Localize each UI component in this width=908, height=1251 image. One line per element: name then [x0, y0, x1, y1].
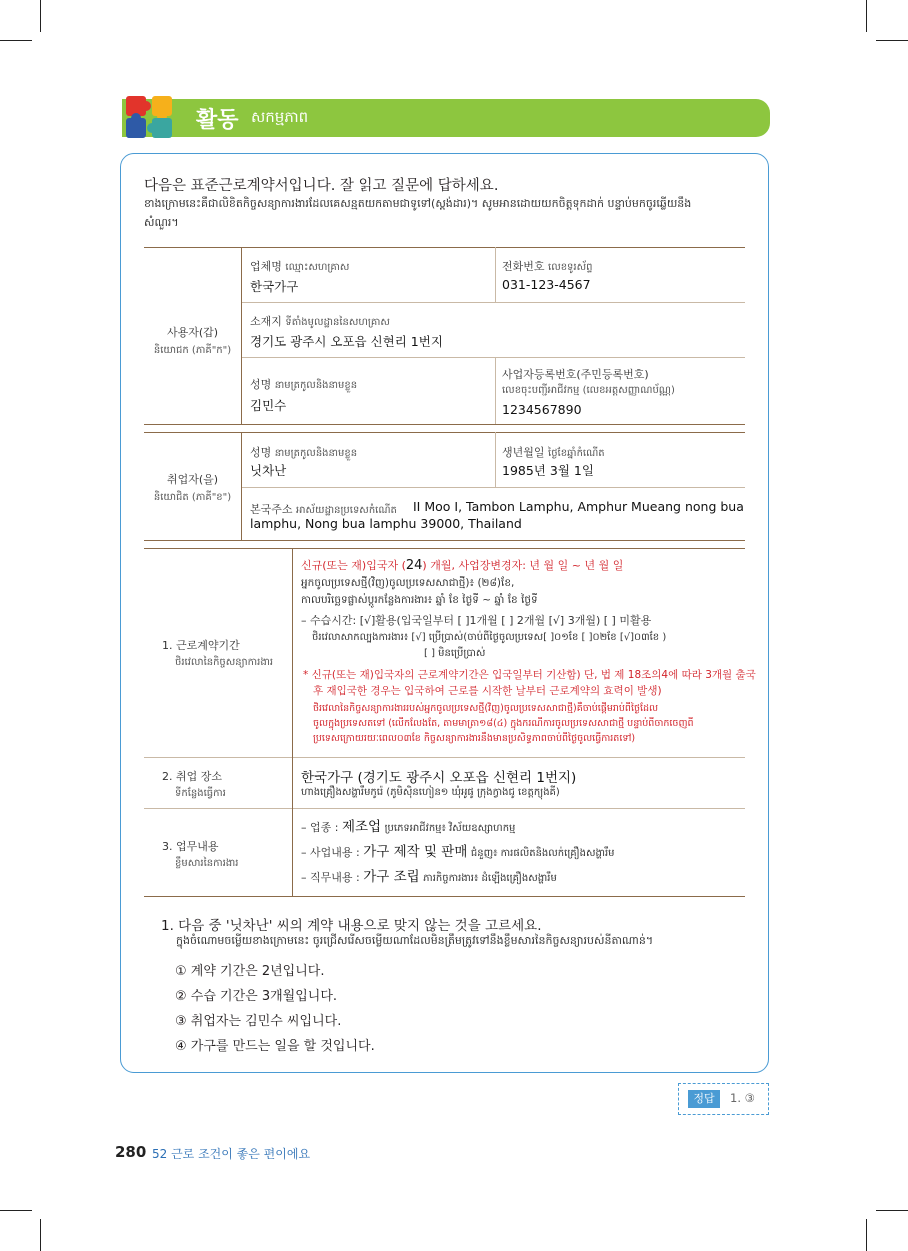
home-address-value-1: II Moo I, Tambon Lamphu, Amphur Mueang nong bua	[413, 499, 744, 514]
probation-line-km: ថិរវេលាសាកល្បងការងារ៖ [√] ប្រើប្រាស់(ចាប់ពីថ្ងៃចូលប្រទេស[ ]០១ខែ [ ]០២ខែ [√]០៣ខែ )	[312, 632, 667, 643]
note-line3: ថិរវេលានៃកិច្ចសន្យាការងាររបស់អ្នកចូលប្រទេសថ្មី(វិញ)ចូលប្រទេសសាជាថ្មី)គឺចាប់ផ្តើមរាប់ពីថ្ងៃដែល	[313, 703, 659, 714]
worker-name-label	[250, 444, 357, 461]
question-khmer: ក្នុងចំណោមចម្លើយខាងក្រោមនេះ ចូរជ្រើសរើសចម្លើយណាដែលមិនត្រឹមត្រូវទៅនឹងខ្លឹមសារនៃកិច្ចសន្យារបស់នីតាណាន់។	[176, 934, 654, 947]
phone-label-km: លេខទូរស័ព្ទ	[548, 262, 593, 273]
table-divider	[144, 808, 745, 809]
home-address-label-km: អាស័យដ្ឋានប្រទេសកំណើត	[296, 505, 397, 516]
location-label-km: ទីតាំងមូលដ្ឋាននៃសហគ្រាស	[285, 317, 390, 328]
business-value: 가구 제작 및 판매	[363, 844, 468, 860]
workplace-label-ko: 2. 취업 장소	[162, 770, 222, 783]
table-divider	[144, 757, 745, 758]
employer-name-label-km: នាមត្រកូលនិងនាមខ្លួន	[274, 380, 358, 391]
duty-label: – 직무내용 :	[301, 871, 364, 884]
job-label-ko: 3. 업무내용	[162, 840, 219, 853]
worker-name-value: 닛차난	[250, 463, 287, 478]
table-border	[144, 247, 745, 248]
note-line1: * 신규(또는 재)입국자의 근로계약기간은 입국일부터 기산함) 단, 법 제 18조의4에 따라 3개월 출국	[303, 669, 756, 681]
job-industry-row	[301, 819, 515, 837]
crop-mark	[40, 1219, 41, 1251]
birth-label	[502, 444, 605, 461]
option-1[interactable]: ① 계약 기간은 2년입니다.	[175, 964, 325, 979]
answer-text: 1. ③	[730, 1091, 755, 1105]
workplace-value: 한국가구 (경기도 광주시 오포읍 신현리 1번지)	[301, 770, 577, 786]
business-km: ជំនួញ៖ ការផលិតនិងលក់គ្រឿងសង្ហារឹម	[470, 848, 615, 859]
crop-mark	[0, 40, 32, 41]
industry-km: ប្រភេទអាជីវកម្ម៖ វិស័យឧស្សាហកម្ម	[384, 823, 516, 834]
table-divider	[241, 432, 242, 540]
intro-korean: 다음은 표준근로계약서입니다. 잘 읽고 질문에 답하세요.	[144, 178, 499, 194]
home-address-value-2: lamphu, Nong bua lamphu 39000, Thailand	[250, 516, 522, 531]
contract-period-line1	[301, 558, 623, 573]
birth-label-km: ថ្ងៃខែឆ្នាំកំណើត	[548, 448, 605, 459]
page-number: 280	[115, 1143, 147, 1161]
table-divider	[292, 548, 293, 896]
regno-value: 1234567890	[502, 402, 582, 417]
company-label-km: ឈ្មោះសហគ្រាស	[285, 262, 350, 273]
workplace-label-km: ទីកន្លែងធ្វើការ	[175, 788, 226, 799]
option-2[interactable]: ② 수습 기간은 3개월입니다.	[175, 989, 338, 1004]
business-label: – 사업내용 :	[301, 846, 364, 859]
table-divider	[495, 432, 496, 487]
table-border	[144, 540, 745, 541]
period-text-b: ) 개월, 사업장변경자: 년 월 일 ~ 년 월 일	[422, 559, 624, 572]
table-divider	[241, 357, 745, 358]
company-label-ko: 업체명	[250, 260, 282, 273]
location-label	[250, 313, 390, 330]
contract-period-line2: អ្នកចូលប្រទេសថ្មី(វិញ)ចូលប្រទេសសាជាថ្មី)៖ (២៨)ខែ,	[301, 577, 515, 589]
workplace-value-km: ហាងគ្រឿងសង្ហារឹមកូរ៉េ (ភូមិសុិនហៀន១ ឃុំអូផូ ក្រុងក្វាងជូ ខេត្តក្យុងគី)	[301, 787, 560, 798]
probation-line: – 수습시간: [√]활용(입국일부터 [ ]1개월 [ ] 2개월 [√] 3개월) [ ] 미활용	[301, 614, 652, 627]
regno-label-km: លេខចុះបញ្ជីអាជីវកម្ម (លេខអត្តសញ្ញាណប័ណ្ណ)	[502, 385, 675, 396]
note-line5: ប្រទេសក្រោយរយៈពេល០៣ខែ កិច្ចសន្យាការងារនឹងមានប្រសិទ្ធភាពចាប់ពីថ្ងៃចូលធ្វើការតទៅ)	[313, 733, 636, 744]
birth-label-ko: 생년월일	[502, 446, 545, 459]
contract-period-line3: កាលបរិច្ឆេទផ្លាស់ប្តូរកន្លែងការងារ៖ ឆ្នាំ ខែ ថ្ងៃទី ~ ឆ្នាំ ខែ ថ្ងៃទី	[301, 594, 538, 606]
crop-mark	[866, 1219, 867, 1251]
note-line4: ចូលក្នុងប្រទេសតទៅ (លើកលែងតែ, តាមមាត្រា១៨(៤) ក្នុងករណីការចូលប្រទេសសាជាថ្មី បន្ទាប់ពីចាកចេញពី	[313, 718, 694, 729]
industry-label: – 업종 :	[301, 821, 342, 834]
puzzle-icon	[122, 94, 186, 140]
location-label-ko: 소재지	[250, 315, 282, 328]
regno-label-ko: 사업자등록번호(주민등록번호)	[502, 368, 649, 381]
crop-mark	[866, 0, 867, 32]
crop-mark	[40, 0, 41, 32]
banner-title: 활동	[196, 108, 239, 133]
job-label-km: ខ្លឹមសារនៃការងារ	[175, 858, 239, 869]
contract-period-label-ko: 1. 근로계약기간	[162, 639, 240, 652]
worker-label-km: និយោជិត (ភាគី"ខ")	[153, 492, 232, 503]
employer-label	[144, 324, 241, 358]
worker-name-label-ko: 성명	[250, 446, 272, 459]
table-divider	[241, 247, 242, 424]
worker-label-ko: 취업자(을)	[166, 473, 219, 486]
company-name-label	[250, 258, 349, 275]
period-months-value: 24	[405, 558, 423, 573]
table-divider	[495, 247, 496, 302]
phone-label	[502, 258, 592, 275]
table-divider	[241, 487, 745, 488]
table-border	[144, 548, 745, 549]
phone-label-ko: 전화번호	[502, 260, 545, 273]
crop-mark	[876, 1210, 908, 1211]
question-title: 1. 다음 중 '닛차난' 씨의 계약 내용으로 맞지 않는 것을 고르세요.	[161, 918, 542, 934]
probation-unused-km: [ ] មិនប្រើប្រាស់	[424, 648, 486, 659]
company-name-value: 한국가구	[250, 279, 299, 294]
birth-value: 1985년 3월 1일	[502, 463, 594, 478]
option-4[interactable]: ④ 가구를 만드는 일을 할 것입니다.	[175, 1039, 375, 1054]
duty-km: ភារកិច្ចការងារ៖ ដំឡើងគ្រឿងសង្ហារឹម	[423, 873, 557, 884]
intro-khmer: ខាងក្រោមនេះគឺជាលិខិតកិច្ចសន្យាការងារដែលគេសន្មតយកតាមជាទូទៅ(ស្តង់ដារ)។ សូមអានដោយយកចិត្តទុកដាក់ បន្ទាប់មកចូរឆ្លើយនឹងសំណួរ។	[144, 197, 692, 229]
employer-name-label-ko: 성명	[250, 378, 272, 391]
employer-name-label	[250, 376, 357, 393]
worker-name-label-km: នាមត្រកូលនិងនាមខ្លួន	[274, 448, 358, 459]
location-value: 경기도 광주시 오포읍 신현리 1번지	[250, 334, 443, 349]
employer-name-value: 김민수	[250, 398, 287, 413]
banner-subtitle: សកម្មភាព	[251, 108, 309, 126]
phone-value: 031-123-4567	[502, 277, 591, 292]
period-text-a: 신규(또는 재)입국자 (	[301, 559, 406, 572]
table-border	[144, 896, 745, 897]
employer-label-ko: 사용자(갑)	[166, 326, 219, 339]
job-business-row	[301, 844, 615, 862]
employer-label-km: និយោជក (ភាគី"ក")	[153, 345, 232, 356]
note-line2: 후 재입국한 경우는 입국하여 근로를 시작한 날부터 근로계약의 효력이 발생)	[313, 685, 662, 697]
answer-badge: 정답	[688, 1090, 720, 1108]
home-address-label-ko: 본국주소	[250, 503, 293, 516]
table-border	[144, 424, 745, 425]
duty-value: 가구 조립	[363, 869, 420, 885]
table-divider	[495, 357, 496, 424]
worker-label	[144, 471, 241, 505]
crop-mark	[876, 40, 908, 41]
job-duty-row	[301, 869, 557, 887]
table-divider	[241, 302, 745, 303]
table-border	[144, 432, 745, 433]
chapter-title: 52 근로 조건이 좋은 편이에요	[152, 1147, 311, 1161]
industry-value: 제조업	[341, 819, 382, 835]
contract-period-label-km: ថិរវេលានៃកិច្ចសន្យាការងារ	[175, 657, 274, 668]
crop-mark	[0, 1210, 32, 1211]
option-3[interactable]: ③ 취업자는 김민수 씨입니다.	[175, 1014, 342, 1029]
